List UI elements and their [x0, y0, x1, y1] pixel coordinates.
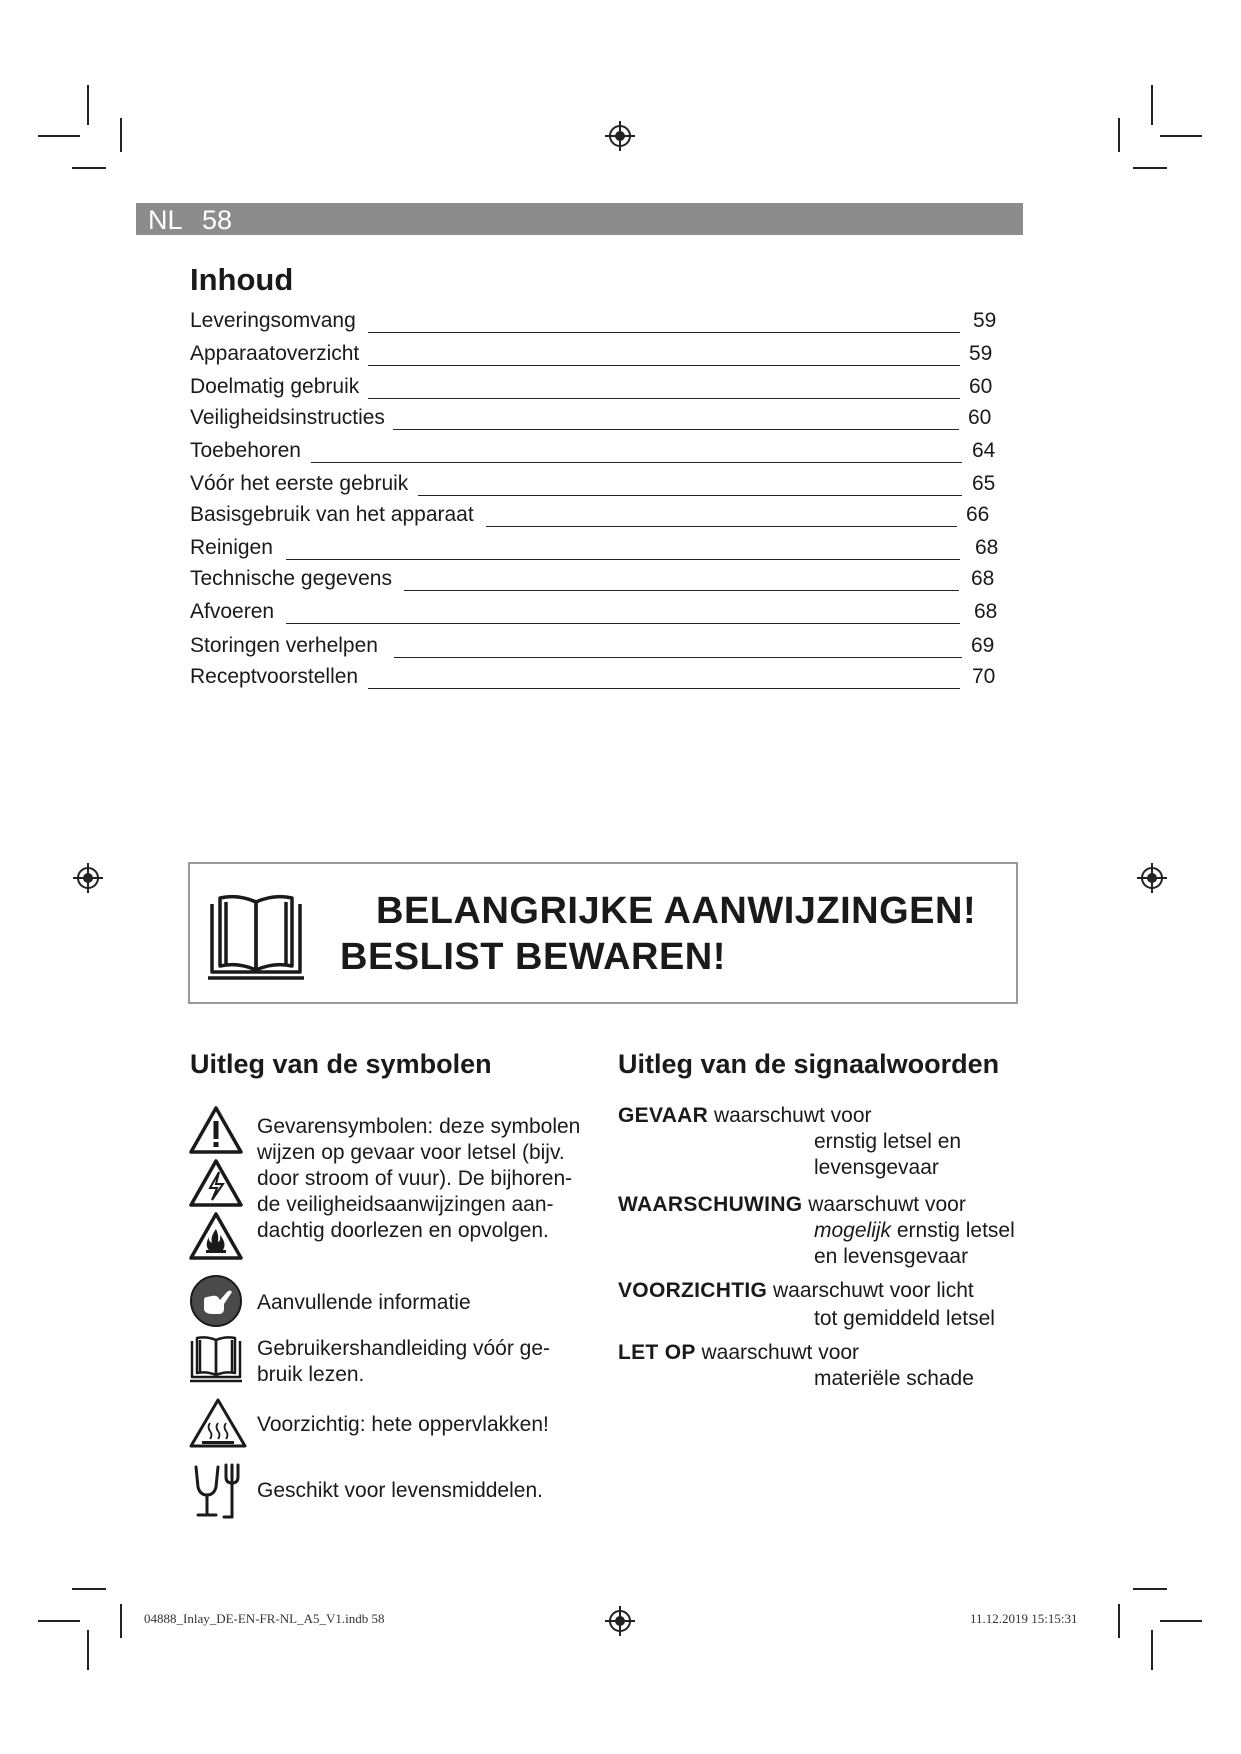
crop-mark [1133, 1588, 1167, 1590]
signal-word: VOORZICHTIG [618, 1279, 768, 1302]
toc-entry[interactable] [190, 503, 1000, 533]
toc-entry-label: Reinigen [190, 536, 273, 559]
toc-leader [404, 590, 959, 591]
toc-entry-label: Basisgebruik van het apparaat [190, 503, 474, 526]
toc-entry-label: Storingen verhelpen [190, 634, 378, 657]
hot-surface-icon [188, 1397, 248, 1449]
signal-text: ernstig letsel en [814, 1130, 962, 1153]
toc-leader [286, 559, 960, 560]
crop-mark [1151, 85, 1153, 125]
signal-word: LET OP [618, 1341, 696, 1364]
registration-mark-icon [1137, 863, 1167, 893]
toc-entry[interactable] [190, 536, 1000, 566]
crop-mark [1160, 1620, 1202, 1622]
language-code: NL [148, 205, 183, 235]
warning-triangle-icon [188, 1105, 244, 1155]
toc-entry-page: 68 [975, 536, 999, 559]
hot-surface-description: Voorzichtig: hete oppervlakken! [257, 1413, 549, 1436]
crop-mark [1118, 118, 1120, 152]
footer-filename: 04888_Inlay_DE-EN-FR-NL_A5_V1.indb 58 [144, 1611, 385, 1626]
book-icon [204, 894, 308, 982]
toc-entry-page: 69 [971, 634, 995, 657]
signal-emphasis: mogelijk [814, 1219, 892, 1242]
signal-text: ernstig letsel [896, 1219, 1015, 1242]
toc-entry[interactable] [190, 472, 1000, 502]
hazard-line: dachtig doorlezen en opvolgen. [257, 1219, 549, 1242]
manual-line: Gebruikershandleiding vóór ge- [257, 1337, 551, 1360]
symbols-section-title: Uitleg van de symbolen [190, 1049, 492, 1079]
signal-text: tot gemiddeld letsel [814, 1307, 995, 1330]
toc-entry-label: Veiligheidsinstructies [190, 406, 385, 429]
signal-word: WAARSCHUWING [618, 1193, 803, 1216]
crop-mark [38, 1620, 80, 1622]
toc-title: Inhoud [190, 262, 294, 297]
toc-entry[interactable] [190, 342, 1000, 372]
hazard-line: wijzen op gevaar voor letsel (bijv. [257, 1141, 565, 1164]
signal-text: waarschuwt voor [701, 1341, 860, 1364]
notice-heading-line2: BESLIST BEWAREN! [340, 936, 726, 978]
signal-waarschuwing [618, 1193, 966, 1217]
toc-entry-label: Vóór het eerste gebruik [190, 472, 409, 495]
toc-entry[interactable] [190, 406, 1000, 436]
crop-mark [87, 85, 89, 125]
toc-entry-page: 60 [968, 406, 992, 429]
toc-entry-page: 64 [972, 439, 996, 462]
crop-mark [1160, 135, 1202, 137]
crop-mark [87, 1630, 89, 1670]
crop-mark [72, 1588, 106, 1590]
registration-mark-icon [605, 121, 635, 151]
info-hand-icon [188, 1274, 244, 1328]
toc-leader [486, 526, 957, 527]
toc-leader [368, 398, 960, 399]
toc-entry-page: 70 [972, 665, 996, 688]
crop-mark [1133, 167, 1167, 169]
toc-entry-page: 68 [971, 567, 995, 590]
toc-entry-page: 65 [972, 472, 996, 495]
signal-letop [618, 1341, 859, 1365]
signal-text: waarschuwt voor [713, 1104, 872, 1127]
toc-leader [393, 429, 959, 430]
crop-mark [1118, 1604, 1120, 1638]
toc-leader [368, 365, 960, 366]
toc-entry[interactable] [190, 375, 1000, 405]
hazard-symbols-description [257, 1114, 580, 1244]
registration-mark-icon [73, 863, 103, 893]
important-notice-box [188, 862, 1018, 1004]
toc-entry-label: Leveringsomvang [190, 309, 356, 332]
hazard-line: de veiligheidsaanwijzingen aan- [257, 1193, 554, 1216]
signal-text: waarschuwt voor [808, 1193, 966, 1216]
signal-text: waarschuwt voor licht [772, 1279, 974, 1302]
toc-entry-label: Receptvoorstellen [190, 665, 359, 688]
toc-entry-label: Afvoeren [190, 600, 275, 623]
info-description: Aanvullende informatie [257, 1291, 471, 1314]
toc-entry[interactable] [190, 665, 1000, 695]
toc-leader [368, 688, 960, 689]
toc-entry-label: Technische gegevens [190, 567, 392, 590]
hazard-line: Gevarensymbolen: deze symbolen [257, 1115, 581, 1138]
manual-line: bruik lezen. [257, 1363, 365, 1386]
toc-leader [394, 657, 962, 658]
toc-entry[interactable] [190, 439, 1000, 469]
food-safe-icon [190, 1463, 246, 1521]
signal-voorzichtig [618, 1279, 974, 1303]
crop-mark [120, 1604, 122, 1638]
signals-section-title: Uitleg van de signaalwoorden [618, 1049, 1000, 1079]
toc-leader [418, 495, 962, 496]
notice-heading-line1: BELANGRIJKE AANWIJZINGEN! [376, 890, 977, 932]
signal-text: en levensgevaar [814, 1245, 969, 1268]
crop-mark [1151, 1630, 1153, 1670]
toc-entry[interactable] [190, 600, 1000, 630]
toc-entry[interactable] [190, 567, 1000, 597]
signal-text-line [814, 1219, 1015, 1243]
signal-text: levensgevaar [814, 1156, 939, 1179]
toc-entry-label: Apparaatoverzicht [190, 342, 360, 365]
toc-entry-page: 68 [974, 600, 998, 623]
footer-datetime: 11.12.2019 15:15:31 [970, 1611, 1078, 1626]
signal-text: materiële schade [814, 1367, 974, 1390]
fire-hazard-icon [188, 1211, 244, 1261]
crop-mark [120, 118, 122, 152]
crop-mark [38, 135, 80, 137]
page-number: 58 [202, 205, 233, 235]
toc-entry-page: 59 [969, 342, 993, 365]
crop-mark [72, 167, 106, 169]
signal-gevaar [618, 1104, 872, 1128]
toc-entry-label: Doelmatig gebruik [190, 375, 360, 398]
registration-mark-icon [605, 1606, 635, 1636]
toc-entry[interactable] [190, 634, 1000, 664]
toc-entry[interactable] [190, 309, 1000, 339]
food-safe-description: Geschikt voor levensmiddelen. [257, 1479, 543, 1502]
toc-entry-page: 66 [966, 503, 990, 526]
page-header-bar [136, 203, 1023, 235]
hazard-line: door stroom of vuur). De bijhoren- [257, 1167, 573, 1190]
signal-word: GEVAAR [618, 1104, 709, 1127]
toc-leader [368, 332, 960, 333]
manual-book-icon [188, 1335, 244, 1383]
electric-hazard-icon [188, 1158, 244, 1208]
toc-entry-label: Toebehoren [190, 439, 301, 462]
toc-leader [311, 462, 962, 463]
toc-leader [286, 623, 960, 624]
toc-entry-page: 60 [969, 375, 993, 398]
manual-description [257, 1336, 550, 1388]
toc-entry-page: 59 [973, 309, 997, 332]
